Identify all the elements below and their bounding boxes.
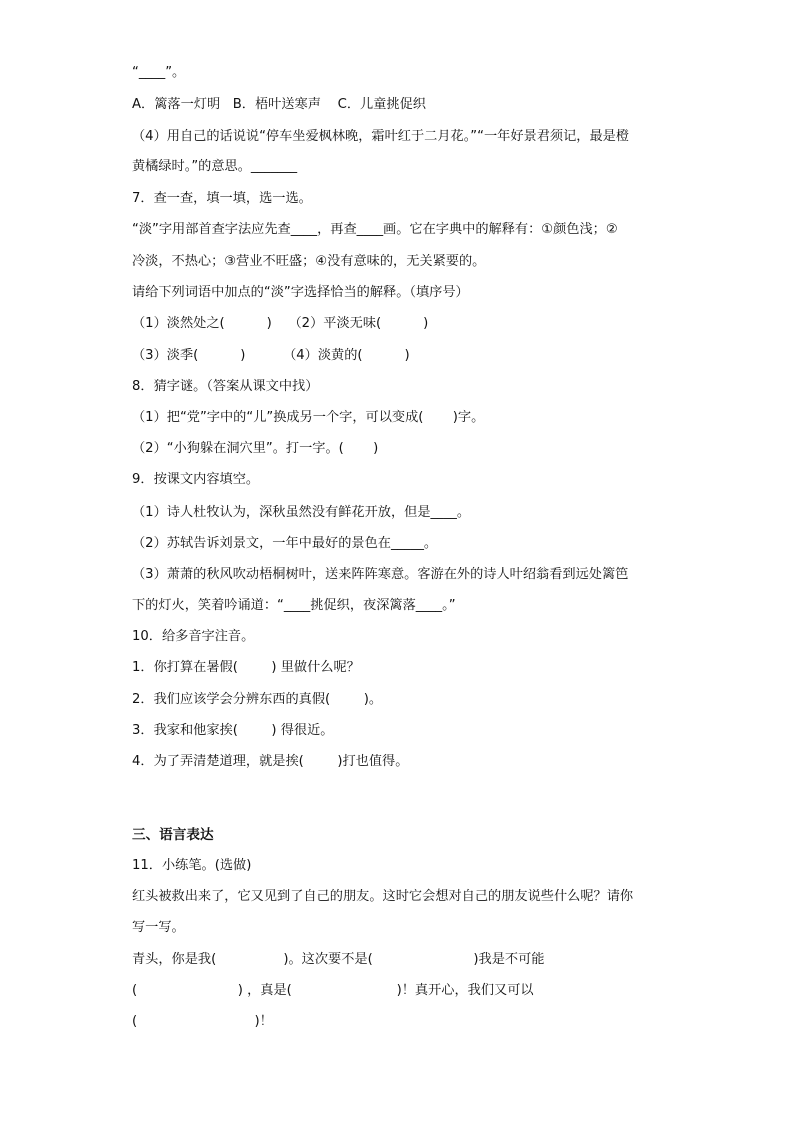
text-line: 写一写。 [132, 920, 185, 935]
text-line: （3）萧萧的秋风吹动梧桐树叶，送来阵阵寒意。客游在外的诗人叶绍翁看到远处篱笆 [132, 567, 629, 582]
text-line: 3．我家和他家挨( ) 得很近。 [132, 723, 334, 738]
text-line: （1）把“党”字中的“儿”换成另一个字，可以变成( )字。 [132, 410, 485, 425]
text-line: 2．我们应该学会分辨东西的真假( )。 [132, 692, 383, 707]
text-line: 冷淡，不热心；③营业不旺盛；④没有意味的，无关紧要的。 [132, 254, 486, 269]
text-line: 黄橘绿时。”的意思。_______ [132, 159, 298, 174]
text-line: （1）淡然处之( ) （2）平淡无味( ) [132, 316, 429, 331]
question-title: 8．猜字谜。（答案从课文中找） [132, 379, 319, 394]
text-line: ( ) ，真是( )！真开心，我们又可以 [132, 983, 534, 998]
question-title: 7．查一查，填一填，选一选。 [132, 191, 312, 206]
text-line: 下的灯火，笑着吟诵道：“____挑促织，夜深篱落____。” [132, 598, 456, 613]
text-line: 青头，你是我( )。这次要不是( )我是不可能 [132, 952, 545, 967]
text-line: 4．为了弄清楚道理，就是挨( )打也值得。 [132, 754, 409, 769]
text-line: “淡”字用部首查字法应先查____，再查____画。它在字典中的解释有：①颜色浅；② [132, 222, 618, 237]
section-heading: 三、语言表达 [132, 827, 214, 843]
text-line: 红头被救出来了，它又见到了自己的朋友。这时它会想对自己的朋友说些什么呢？请你 [132, 889, 634, 904]
text-line: （2）“小狗躲在洞穴里”。打一字。( ) [132, 441, 379, 456]
text-line: ( )！ [132, 1014, 273, 1029]
question-title: 9．按课文内容填空。 [132, 472, 260, 487]
question-title: 10．给多音字注音。 [132, 629, 255, 644]
text-line: “____”。 [132, 65, 186, 80]
text-line: （4）用自己的话说说“停车坐爱枫林晚，霜叶红于二月花。”“一年好景君须记，最是橙 [132, 129, 630, 144]
text-line: 1．你打算在暑假( ) 里做什么呢？ [132, 660, 360, 675]
text-line: 请给下列词语中加点的“淡”字选择恰当的解释。（填序号） [132, 285, 469, 300]
text-line: （2）苏轼告诉刘景文，一年中最好的景色在_____。 [132, 536, 438, 551]
text-line: （1）诗人杜牧认为，深秋虽然没有鲜花开放，但是____。 [132, 505, 471, 520]
question-title: 11．小练笔。(选做) [132, 858, 252, 873]
text-line: A．篱落一灯明 B．梧叶送寒声 C．儿童挑促织 [132, 97, 426, 112]
text-line: （3）淡季( ) （4）淡黄的( ) [132, 348, 410, 363]
